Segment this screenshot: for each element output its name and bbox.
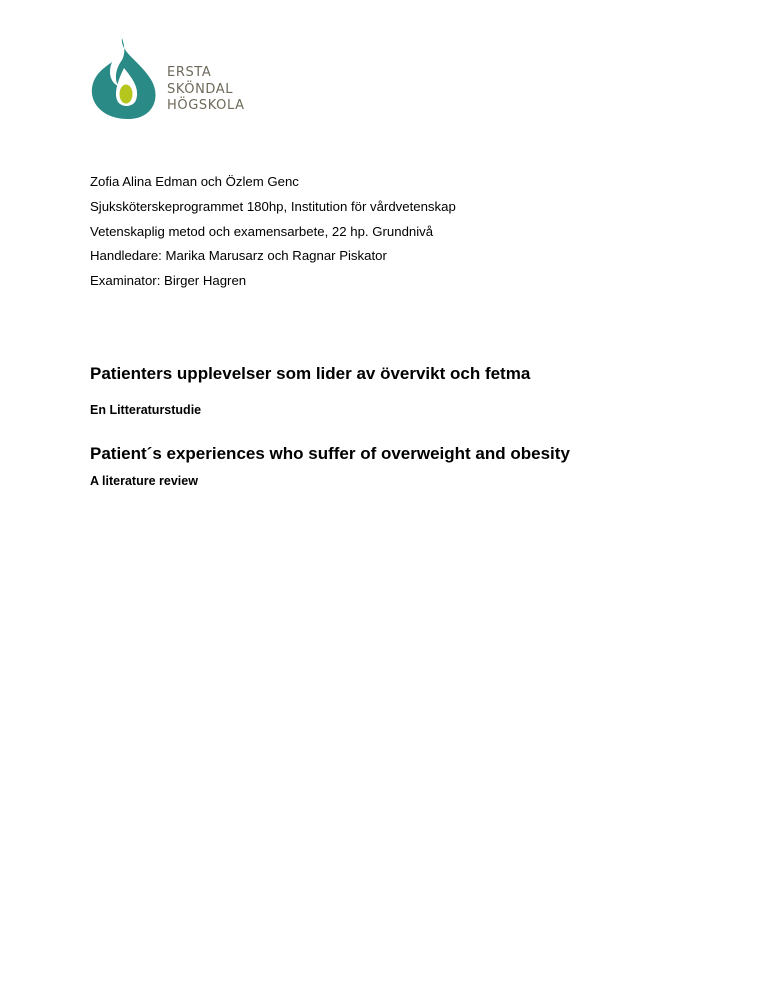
thesis-info-block (90, 170, 456, 294)
course-line: Vetenskaplig metod och examensarbete, 22 hp. Grundnivå (90, 223, 434, 239)
swedish-subtitle: En Litteraturstudie (90, 403, 202, 417)
university-logo (90, 38, 270, 120)
authors-line: Zofia Alina Edman och Özlem Genc (90, 174, 299, 189)
logo-line-skondal: SKÖNDAL (167, 81, 234, 97)
swedish-title: Patienters upplevelser som lider av övervikt och fetma (90, 364, 531, 383)
logo-wordmark (167, 65, 245, 115)
examiner-line: Examinator: Birger Hagren (90, 273, 247, 289)
program-line: Sjuksköterskeprogrammet 180hp, Institution för vårdvetenskap (90, 198, 456, 214)
flame-drop-logo-icon (90, 38, 160, 120)
logo-line-hogskola: HÖGSKOLA (167, 98, 245, 113)
english-title: Patient´s experiences who suffer of overweight and obesity (90, 444, 570, 463)
english-subtitle: A literature review (90, 474, 198, 488)
supervisors-line: Handledare: Marika Marusarz och Ragnar Piskator (90, 248, 387, 264)
logo-line-ersta: ERSTA (167, 65, 212, 80)
